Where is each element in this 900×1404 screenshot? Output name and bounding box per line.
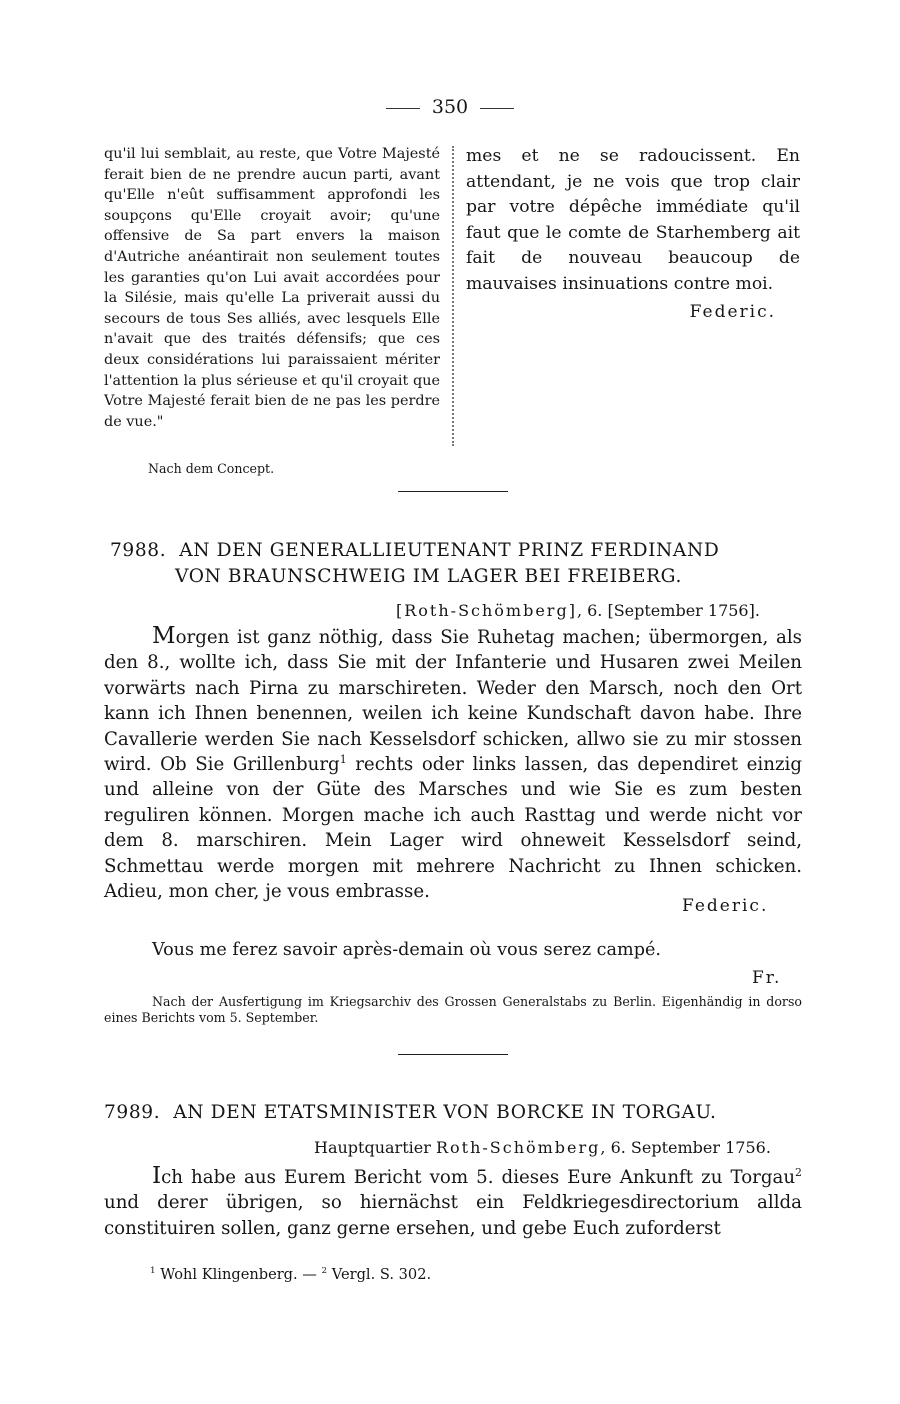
- letter-7988-heading-line1: [110, 540, 719, 561]
- footnote-ref-1: 1: [339, 752, 347, 766]
- letter-7988-source-note: [104, 994, 802, 1026]
- continuation-left-column: [104, 144, 440, 432]
- letter-7989-body: [104, 1164, 802, 1241]
- letter-7988-postscript: Vous me ferez savoir après-demain où vous serez campé.: [152, 940, 661, 960]
- page-number-dash-left: [386, 108, 420, 109]
- continuation-left-text: qu'il lui semblait, au reste, que Votre Majesté ferait bien de ne prendre aucun parti, avant qu'Elle n'eût suffisamment approfondi les soupçons qu'Elle croyait avoir; qu'une offensive de Sa part envers la maison d'Autriche anéantirait non seulement toutes les garanties qu'on Lui avait accordées pour la Silésie, mais qu'elle La priverait aussi du secours de tous Ses alliés, avec lesquels Elle n'avait que des traités défensifs; que ces deux considérations lui paraissaient mériter l'attention la plus sérieuse et qu'il croyait que Votre Majesté ferait bien de ne pas les perdre de vue.": [104, 146, 440, 430]
- letter-7989-title: AN DEN ETATSMINISTER VON BORCKE IN TORGAU.: [173, 1102, 717, 1123]
- column-separator: [452, 146, 454, 446]
- letter-7988-dateline: [396, 601, 760, 620]
- footnote-2-text: Vergl. S. 302.: [327, 1266, 432, 1283]
- letter-7988-date-place: [Roth-Schömberg]: [396, 601, 577, 620]
- page-number-dash-right: [480, 108, 514, 109]
- letter-7989-date-rest: , 6. September 1756.: [600, 1138, 771, 1157]
- section-rule-2: [398, 1054, 508, 1055]
- page-number: [0, 96, 900, 118]
- continuation-source: Nach dem Concept.: [148, 461, 275, 476]
- letter-7988-source-text: Nach der Ausfertigung im Kriegsarchiv des Grossen Generalstabs zu Berlin. Eigenhändig in dorso eines Berichts vom 5. September.: [104, 994, 802, 1025]
- page-number-text: 350: [431, 96, 469, 118]
- footnote-1-mark: 1: [150, 1266, 156, 1277]
- letter-7988-heading-line2: VON BRAUNSCHWEIG IM LAGER BEI FREIBERG.: [175, 566, 682, 587]
- letter-7989-initial: I: [152, 1163, 162, 1189]
- continuation-right-text: mes et ne se radoucissent. En attendant, je ne vois que trop clair par votre dépêche immédiate qu'il faut que le comte de Starhemberg ait fait de nouveau beaucoup de mauvaises insinuations contre moi.: [466, 146, 800, 294]
- footnote-1-text: Wohl Klingenberg. —: [155, 1266, 322, 1283]
- letter-7989-date-prefix: Hauptquartier: [314, 1138, 436, 1157]
- letter-7988-number: 7988.: [110, 540, 167, 561]
- footnote-2-mark: 2: [321, 1266, 328, 1277]
- section-rule-1: [398, 491, 508, 492]
- letter-7988-ps-signature: Fr.: [752, 968, 782, 988]
- letter-7988-title-1: AN DEN GENERALLIEUTENANT PRINZ FERDINAND: [179, 540, 720, 561]
- letter-7988-body: [104, 624, 802, 904]
- continuation-signature: Federic.: [689, 302, 776, 322]
- letter-7988-paragraph: [104, 624, 802, 904]
- letter-7989-heading: [104, 1102, 717, 1123]
- letter-7989-date-place: Roth-Schömberg: [435, 1138, 601, 1157]
- letter-7988-signature: Federic.: [682, 896, 769, 916]
- letter-7989-paragraph: [104, 1164, 802, 1241]
- letter-7989-text-2: und derer übrigen, so hiernächst ein Feldkriegesdirectorium allda constituiren sollen, ganz gerne ersehen, und gebe Euch zuforderst: [104, 1192, 802, 1239]
- letter-7989-number: 7989.: [104, 1102, 161, 1123]
- letter-7988-text-2: rechts oder links lassen, das dependiret einzig und alleine von der Güte des Marsches und wie Sie es zum besten reguliren können. Morgen mache ich auch Rasttag und werde nicht vor dem 8. marschiren. Mein Lager wird ohneweit Kesselsdorf seind, Schmettau werde morgen mit mehrere Nachricht zu Ihnen schicken. Adieu, mon cher, je vous embrasse.: [104, 754, 802, 903]
- continuation-right-column: [466, 144, 800, 297]
- letter-7989-text-1: ch habe aus Eurem Bericht vom 5. dieses Eure Ankunft zu Torgau: [161, 1167, 796, 1188]
- letter-7988-text-1: orgen ist ganz nöthig, dass Sie Ruhetag machen; übermorgen, als den 8., wollte ich, dass Sie mit der Infanterie und Husaren zwei Meilen vorwärts nach Pirna zu marschireten. Weder den Marsch, noch den Ort kann ich Ihnen benennen, weilen ich keine Kundschaft davon habe. Ihre Cavallerie werden Sie nach Kesselsdorf schicken, allwo sie zu mir stossen wird. Ob Sie Grillenburg: [104, 627, 802, 776]
- footnotes: [150, 1266, 431, 1283]
- letter-7989-dateline: [314, 1138, 771, 1157]
- letter-7988-date-rest: , 6. [September 1756].: [576, 601, 760, 620]
- letter-7988-initial: M: [152, 623, 176, 649]
- footnote-ref-2: 2: [795, 1165, 802, 1179]
